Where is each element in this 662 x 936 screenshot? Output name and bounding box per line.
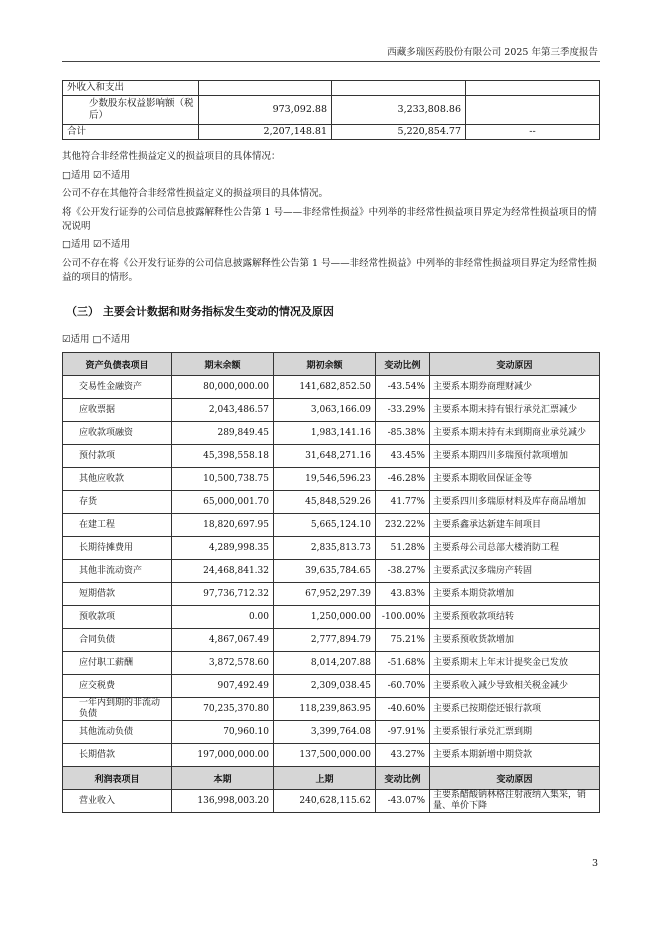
section-title: （三） 主要会计数据和财务指标发生变动的情况及原因: [66, 305, 334, 318]
column-header: 变动原因: [430, 767, 600, 790]
row-change-ratio: -38.27%: [376, 560, 430, 583]
column-header: 变动比例: [376, 767, 430, 790]
table-row: [63, 514, 600, 537]
row-end-value: 24,468,841.32: [172, 560, 274, 583]
row-start-value: 19,546,596.23: [274, 468, 376, 491]
paragraph: 其他符合非经常性损益定义的损益项目的具体情况：: [62, 151, 281, 162]
row-start-value: 2,777,894.79: [274, 629, 376, 652]
row-end-value: 45,398,558.18: [172, 445, 274, 468]
row-start-value: 3,063,166.09: [274, 399, 376, 422]
table-row: [63, 468, 600, 491]
row-change-ratio: -40.60%: [376, 698, 430, 721]
paragraph: 公司不存在将《公开发行证券的公司信息披露解释性公告第 1 号——非经常性损益》中列举的非经常性损益项目界定为经常性损益的项目的情形。: [62, 258, 597, 283]
row-change-reason: 主要系四川多瑞原材料及库存商品增加: [430, 491, 600, 514]
note-cell: [466, 81, 600, 96]
row-start-value: 118,239,863.95: [274, 698, 376, 721]
row-end-value: 4,867,067.49: [172, 629, 274, 652]
balance-sheet-change-table: [62, 352, 600, 813]
row-change-reason: 主要系本期末持有银行承兑汇票减少: [430, 399, 600, 422]
row-change-reason: 主要系本期末持有未到期商业承兑减少: [430, 422, 600, 445]
row-change-reason: 主要系期末上年末计提奖金已发放: [430, 652, 600, 675]
table-row: [63, 491, 600, 514]
row-item-name: 一年内到期的非流动负债: [63, 698, 172, 721]
row-change-ratio: 43.45%: [376, 445, 430, 468]
row-start-value: 240,628,115.62: [274, 790, 376, 813]
page-number: 3: [591, 858, 598, 869]
row-start-value: 3,399,764.08: [274, 721, 376, 744]
note-cell: --: [466, 125, 600, 140]
row-end-value: 907,492.49: [172, 675, 274, 698]
row-end-value: 18,820,697.95: [172, 514, 274, 537]
row-change-reason: 主要系收入减少导致相关税金减少: [430, 675, 600, 698]
row-change-reason: 主要系银行承兑汇票到期: [430, 721, 600, 744]
row-change-reason: 主要系已按期偿还银行款项: [430, 698, 600, 721]
row-change-ratio: 41.77%: [376, 491, 430, 514]
row-change-ratio: -46.28%: [376, 468, 430, 491]
row-end-value: 10,500,738.75: [172, 468, 274, 491]
row-end-value: 97,736,712.32: [172, 583, 274, 606]
table-row: [63, 790, 600, 813]
row-item-name: 其他非流动资产: [63, 560, 172, 583]
note-cell: [466, 96, 600, 125]
row-change-ratio: 43.27%: [376, 744, 430, 767]
row-item-name: 其他流动负债: [63, 721, 172, 744]
table-header-row: [63, 767, 600, 790]
row-change-ratio: -51.68%: [376, 652, 430, 675]
row-end-value: 2,043,486.57: [172, 399, 274, 422]
row-change-reason: 主要系预收货款增加: [430, 629, 600, 652]
table-header-row: [63, 353, 600, 376]
row-label: 外收入和支出: [63, 81, 199, 96]
row-end-value: 4,289,998.35: [172, 537, 274, 560]
row-item-name: 应收款项融资: [63, 422, 172, 445]
row-start-value: 2,835,813.73: [274, 537, 376, 560]
table-row: [63, 721, 600, 744]
current-period-value: 973,092.88: [199, 96, 332, 125]
row-start-value: 5,665,124.10: [274, 514, 376, 537]
row-start-value: 2,309,038.45: [274, 675, 376, 698]
row-item-name: 营业收入: [63, 790, 172, 813]
table-row: [63, 629, 600, 652]
column-header: 期初余额: [274, 353, 376, 376]
header-divider: [62, 61, 600, 62]
non-recurring-items-table: [62, 80, 600, 140]
row-item-name: 预付款项: [63, 445, 172, 468]
row-change-ratio: 232.22%: [376, 514, 430, 537]
row-start-value: 141,682,852.50: [274, 376, 376, 399]
table-row: [63, 698, 600, 721]
row-end-value: 70,235,370.80: [172, 698, 274, 721]
applicability-checkbox: □适用 ☑不适用: [62, 170, 131, 181]
row-change-reason: 主要系本期四川多瑞预付款项增加: [430, 445, 600, 468]
row-start-value: 1,983,141.16: [274, 422, 376, 445]
row-item-name: 合同负债: [63, 629, 172, 652]
row-change-reason: 主要系醋酸钠林格注射液纳入集采，销量、单价下降: [430, 790, 600, 813]
row-item-name: 交易性金融资产: [63, 376, 172, 399]
report-header: 西藏多瑞医药股份有限公司 2025 年第三季度报告: [387, 47, 598, 58]
table-row: [63, 675, 600, 698]
row-item-name: 其他应收款: [63, 468, 172, 491]
row-start-value: 39,635,784.65: [274, 560, 376, 583]
table-row: [63, 744, 600, 767]
row-end-value: 65,000,001.70: [172, 491, 274, 514]
row-item-name: 长期待摊费用: [63, 537, 172, 560]
row-change-ratio: -33.29%: [376, 399, 430, 422]
row-change-ratio: -60.70%: [376, 675, 430, 698]
row-end-value: 80,000,000.00: [172, 376, 274, 399]
year-to-date-value: 5,220,854.77: [332, 125, 466, 140]
row-label: 少数股东权益影响额（税后）: [63, 96, 199, 125]
row-end-value: 289,849.45: [172, 422, 274, 445]
row-start-value: 67,952,297.39: [274, 583, 376, 606]
table-row: [63, 399, 600, 422]
row-end-value: 197,000,000.00: [172, 744, 274, 767]
table-row: [63, 606, 600, 629]
row-change-ratio: 51.28%: [376, 537, 430, 560]
row-item-name: 预收款项: [63, 606, 172, 629]
column-header: 资产负债表项目: [63, 353, 172, 376]
column-header: 利润表项目: [63, 767, 172, 790]
row-item-name: 在建工程: [63, 514, 172, 537]
row-item-name: 长期借款: [63, 744, 172, 767]
row-item-name: 应付职工薪酬: [63, 652, 172, 675]
table-row: [63, 125, 600, 140]
applicability-checkbox: ☑适用 □不适用: [62, 334, 131, 345]
row-end-value: 136,998,003.20: [172, 790, 274, 813]
column-header: 上期: [274, 767, 376, 790]
table-row: [63, 376, 600, 399]
table-row: [63, 96, 600, 125]
row-change-reason: 主要系武汉多瑞房产转固: [430, 560, 600, 583]
table-row: [63, 81, 600, 96]
year-to-date-value: [332, 81, 466, 96]
row-start-value: 31,648,271.16: [274, 445, 376, 468]
table-row: [63, 445, 600, 468]
column-header: 本期: [172, 767, 274, 790]
row-change-reason: 主要系本期券商理财减少: [430, 376, 600, 399]
row-item-name: 应交税费: [63, 675, 172, 698]
row-label: 合计: [63, 125, 199, 140]
row-end-value: 70,960.10: [172, 721, 274, 744]
row-change-reason: 主要系本期贷款增加: [430, 583, 600, 606]
table-row: [63, 537, 600, 560]
current-period-value: [199, 81, 332, 96]
row-start-value: 1,250,000.00: [274, 606, 376, 629]
row-change-ratio: -97.91%: [376, 721, 430, 744]
row-item-name: 短期借款: [63, 583, 172, 606]
column-header: 期末余额: [172, 353, 274, 376]
row-start-value: 8,014,207.88: [274, 652, 376, 675]
row-change-ratio: -43.07%: [376, 790, 430, 813]
current-period-value: 2,207,148.81: [199, 125, 332, 140]
row-end-value: 3,872,578.60: [172, 652, 274, 675]
row-change-ratio: -100.00%: [376, 606, 430, 629]
paragraph: 公司不存在其他符合非经常性损益定义的损益项目的具体情况。: [62, 188, 329, 199]
row-change-ratio: -43.54%: [376, 376, 430, 399]
row-change-ratio: 43.83%: [376, 583, 430, 606]
row-change-reason: 主要系本期新增中期贷款: [430, 744, 600, 767]
row-item-name: 应收票据: [63, 399, 172, 422]
table-row: [63, 422, 600, 445]
row-change-reason: 主要系鑫承达新建车间项目: [430, 514, 600, 537]
table-row: [63, 583, 600, 606]
year-to-date-value: 3,233,808.86: [332, 96, 466, 125]
row-start-value: 45,848,529.26: [274, 491, 376, 514]
table-row: [63, 652, 600, 675]
row-change-ratio: 75.21%: [376, 629, 430, 652]
column-header: 变动比例: [376, 353, 430, 376]
column-header: 变动原因: [430, 353, 600, 376]
row-change-ratio: -85.38%: [376, 422, 430, 445]
row-start-value: 137,500,000.00: [274, 744, 376, 767]
row-change-reason: 主要系预收款项结转: [430, 606, 600, 629]
table-row: [63, 560, 600, 583]
paragraph: 将《公开发行证券的公司信息披露解释性公告第 1 号——非经常性损益》中列举的非经常性损益项目界定为经常性损益项目的情况说明: [62, 207, 597, 232]
row-item-name: 存货: [63, 491, 172, 514]
applicability-checkbox: □适用 ☑不适用: [62, 239, 131, 250]
row-change-reason: 主要系本期收回保证金等: [430, 468, 600, 491]
row-end-value: 0.00: [172, 606, 274, 629]
row-change-reason: 主要系母公司总部大楼消防工程: [430, 537, 600, 560]
